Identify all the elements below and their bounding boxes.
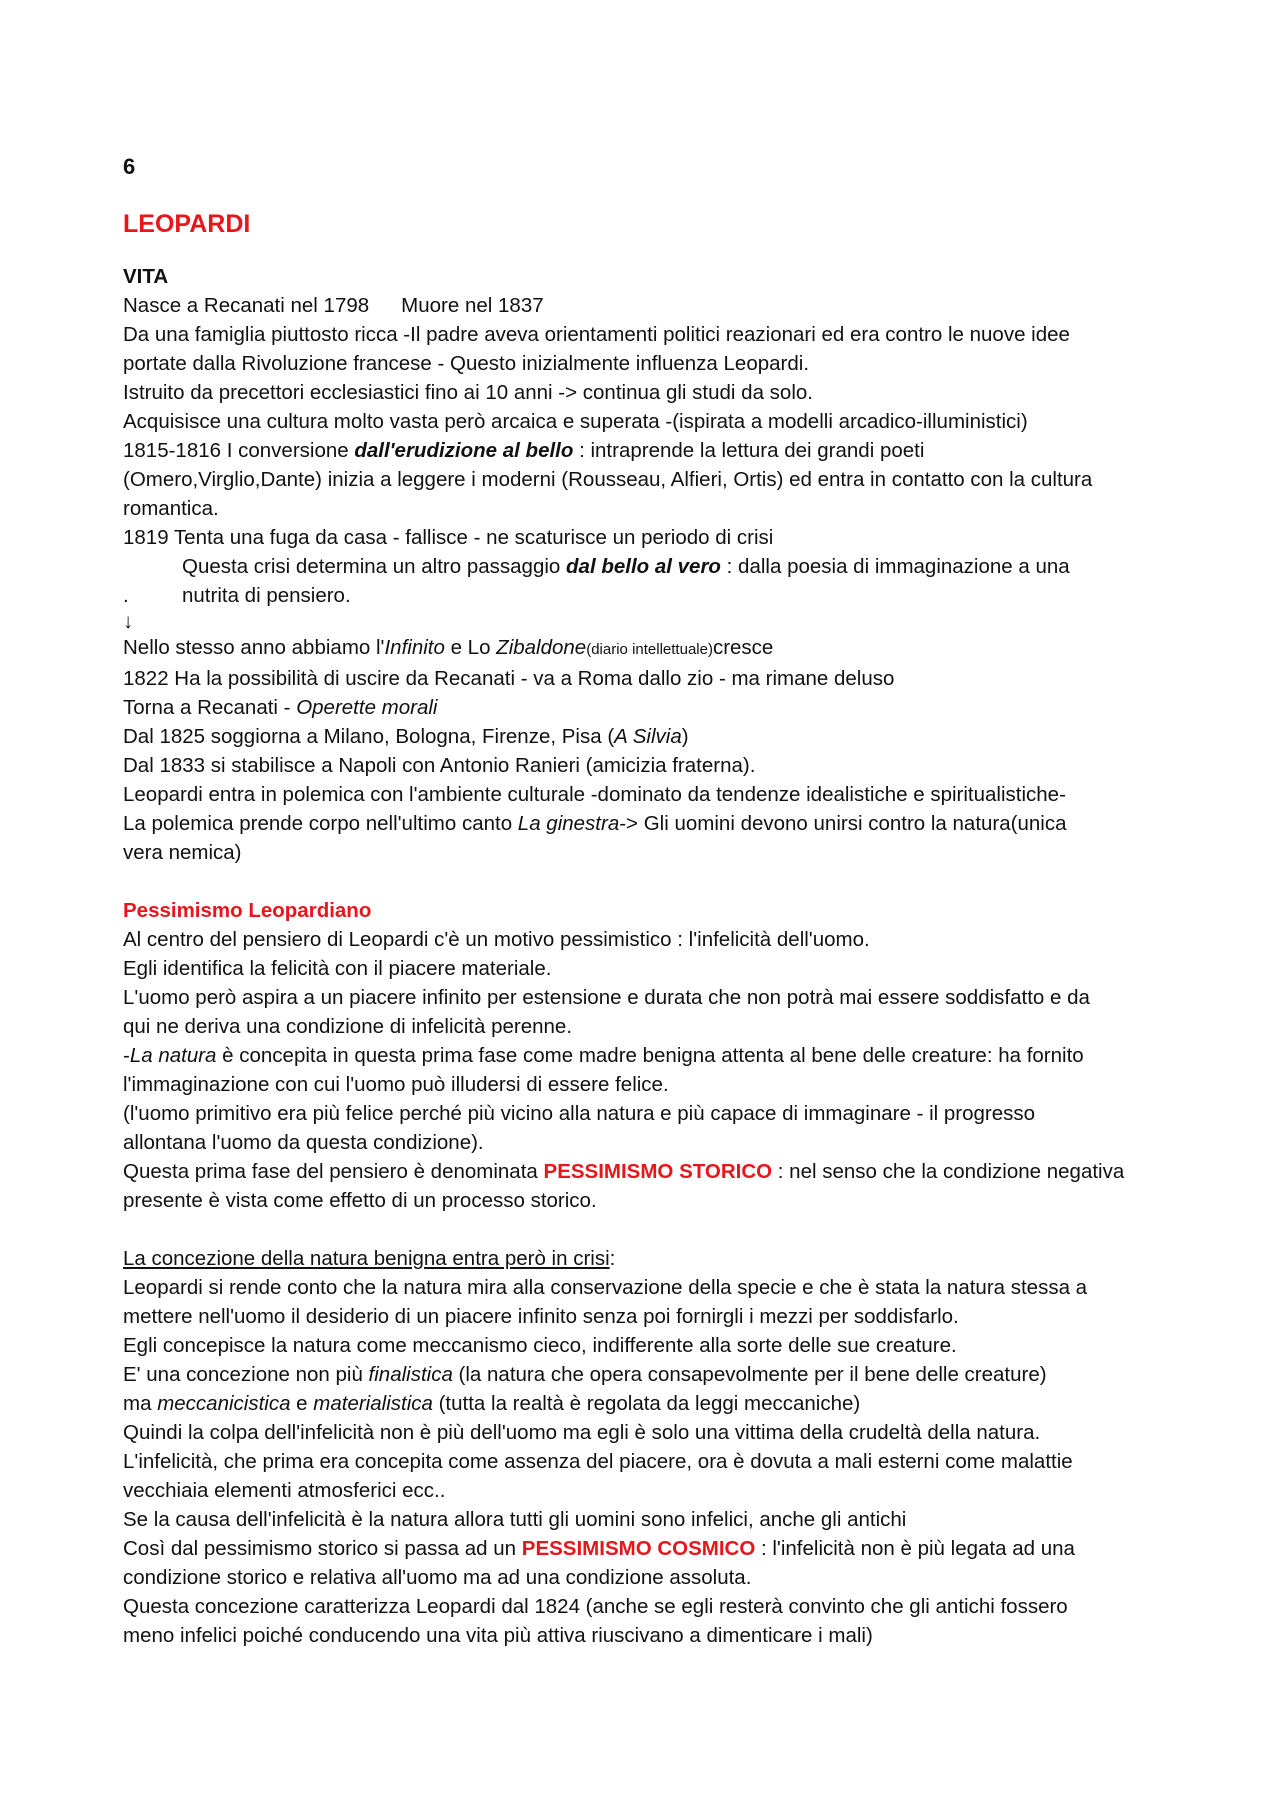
pessimismo-line: qui ne deriva una condizione di infelicità perenne.: [123, 1015, 573, 1038]
vita-line: Torna a Recanati - Operette morali: [123, 696, 438, 719]
page-number: 6: [123, 154, 136, 179]
crisi-line: Questa concezione caratterizza Leopardi dal 1824 (anche se egli resterà convinto che gli antichi fossero: [123, 1595, 1068, 1618]
vita-line: Dal 1825 soggiorna a Milano, Bologna, Firenze, Pisa (A Silvia): [123, 725, 689, 748]
pessimismo-cosmico-term: PESSIMISMO COSMICO: [521, 1537, 756, 1560]
vita-line: Da una famiglia piuttosto ricca -Il padre aveva orientamenti politici reazionari ed era contro le nuove idee: [123, 323, 1070, 346]
crisi-line: Egli concepisce la natura come meccanismo cieco, indifferente alla sorte delle sue creature.: [123, 1334, 957, 1357]
crisi-line: mettere nell'uomo il desiderio di un piacere infinito senza poi fornirgli i mezzi per soddisfarlo.: [123, 1305, 959, 1328]
vita-line: (Omero,Virglio,Dante) inizia a leggere i moderni (Rousseau, Alfieri, Ortis) ed entra in contatto con la cultura: [123, 468, 1093, 491]
crisi-line: Così dal pessimismo storico si passa ad un PESSIMISMO COSMICO : l'infelicità non è più legata ad una: [123, 1537, 1075, 1560]
pessimismo-line: Egli identifica la felicità con il piacere materiale.: [123, 957, 552, 980]
vita-line: 1819 Tenta una fuga da casa - fallisce - ne scaturisce un periodo di crisi: [123, 526, 774, 549]
crisi-line: condizione storico e relativa all'uomo ma ad una condizione assoluta.: [123, 1566, 752, 1589]
vita-line: romantica.: [123, 497, 219, 520]
vita-line: Nasce a Recanati nel 1798 Muore nel 1837: [123, 294, 544, 317]
crisi-line: ma meccanicistica e materialistica (tutta la realtà è regolata da leggi meccaniche): [123, 1392, 861, 1415]
vita-line: La polemica prende corpo nell'ultimo canto La ginestra-> Gli uomini devono unirsi contro la natura(unica: [123, 812, 1067, 835]
document-title: LEOPARDI: [123, 210, 251, 238]
vita-line: portate dalla Rivoluzione francese - Questo inizialmente influenza Leopardi.: [123, 352, 810, 375]
pessimismo-line: Al centro del pensiero di Leopardi c'è un motivo pessimistico : l'infelicità dell'uomo.: [123, 928, 870, 951]
vita-line: Questa crisi determina un altro passaggio dal bello al vero : dalla poesia di immaginazione a una: [182, 555, 1070, 578]
pessimismo-line: l'immaginazione con cui l'uomo può illudersi di essere felice.: [123, 1073, 669, 1096]
pessimismo-line: presente è vista come effetto di un processo storico.: [123, 1189, 597, 1212]
crisi-line: Quindi la colpa dell'infelicità non è più dell'uomo ma egli è solo una vittima della crudeltà della natura.: [123, 1421, 1041, 1444]
vita-line: Acquisisce una cultura molto vasta però arcaica e superata -(ispirata a modelli arcadico-illuministici): [123, 410, 1028, 433]
pessimismo-line: (l'uomo primitivo era più felice perché più vicino alla natura e più capace di immaginare - il progresso: [123, 1102, 1036, 1125]
vita-line: Leopardi entra in polemica con l'ambiente culturale -dominato da tendenze idealistiche e spiritualistiche-: [123, 783, 1066, 806]
crisi-line: E' una concezione non più finalistica (la natura che opera consapevolmente per il bene delle creature): [123, 1363, 1047, 1386]
vita-line: Dal 1833 si stabilisce a Napoli con Antonio Ranieri (amicizia fraterna).: [123, 754, 756, 777]
document-page: [123, 152, 1183, 1650]
vita-heading: VITA: [123, 265, 169, 288]
vita-line: . nutrita di pensiero.: [123, 584, 351, 607]
crisi-line: Se la causa dell'infelicità è la natura allora tutti gli uomini sono infelici, anche gli antichi: [123, 1508, 907, 1531]
vita-line: Nello stesso anno abbiamo l'Infinito e Lo Zibaldone(diario intellettuale)cresce: [123, 636, 774, 659]
crisi-line: L'infelicità, che prima era concepita come assenza del piacere, ora è dovuta a mali esterni come malattie: [123, 1450, 1073, 1473]
pessimismo-line: allontana l'uomo da questa condizione).: [123, 1131, 484, 1154]
crisi-line: vecchiaia elementi atmosferici ecc..: [123, 1479, 446, 1502]
pessimismo-line: L'uomo però aspira a un piacere infinito per estensione e durata che non potrà mai essere soddisfatto e da: [123, 986, 1090, 1009]
pessimismo-storico-term: PESSIMISMO STORICO: [543, 1160, 773, 1183]
vita-line: 1822 Ha la possibilità di uscire da Recanati - va a Roma dallo zio - ma rimane deluso: [123, 667, 895, 690]
vita-line: Istruito da precettori ecclesiastici fino ai 10 anni -> continua gli studi da solo.: [123, 381, 813, 404]
pessimismo-line: Questa prima fase del pensiero è denominata PESSIMISMO STORICO : nel senso che la condizione negativa: [123, 1160, 1125, 1183]
crisi-heading: La concezione della natura benigna entra però in crisi:: [123, 1247, 616, 1270]
vita-line: 1815-1816 I conversione dall'erudizione al bello : intraprende la lettura dei grandi poeti: [123, 439, 925, 462]
pessimismo-heading: Pessimismo Leopardiano: [123, 899, 372, 922]
down-arrow-icon: ↓: [123, 610, 134, 633]
pessimismo-line: -La natura è concepita in questa prima fase come madre benigna attenta al bene delle creature: ha fornito: [123, 1044, 1084, 1067]
crisi-line: Leopardi si rende conto che la natura mira alla conservazione della specie e che è stata la natura stessa a: [123, 1276, 1088, 1299]
vita-line: vera nemica): [123, 841, 242, 864]
crisi-line: meno infelici poiché conducendo una vita più attiva riuscivano a dimenticare i mali): [123, 1624, 873, 1647]
